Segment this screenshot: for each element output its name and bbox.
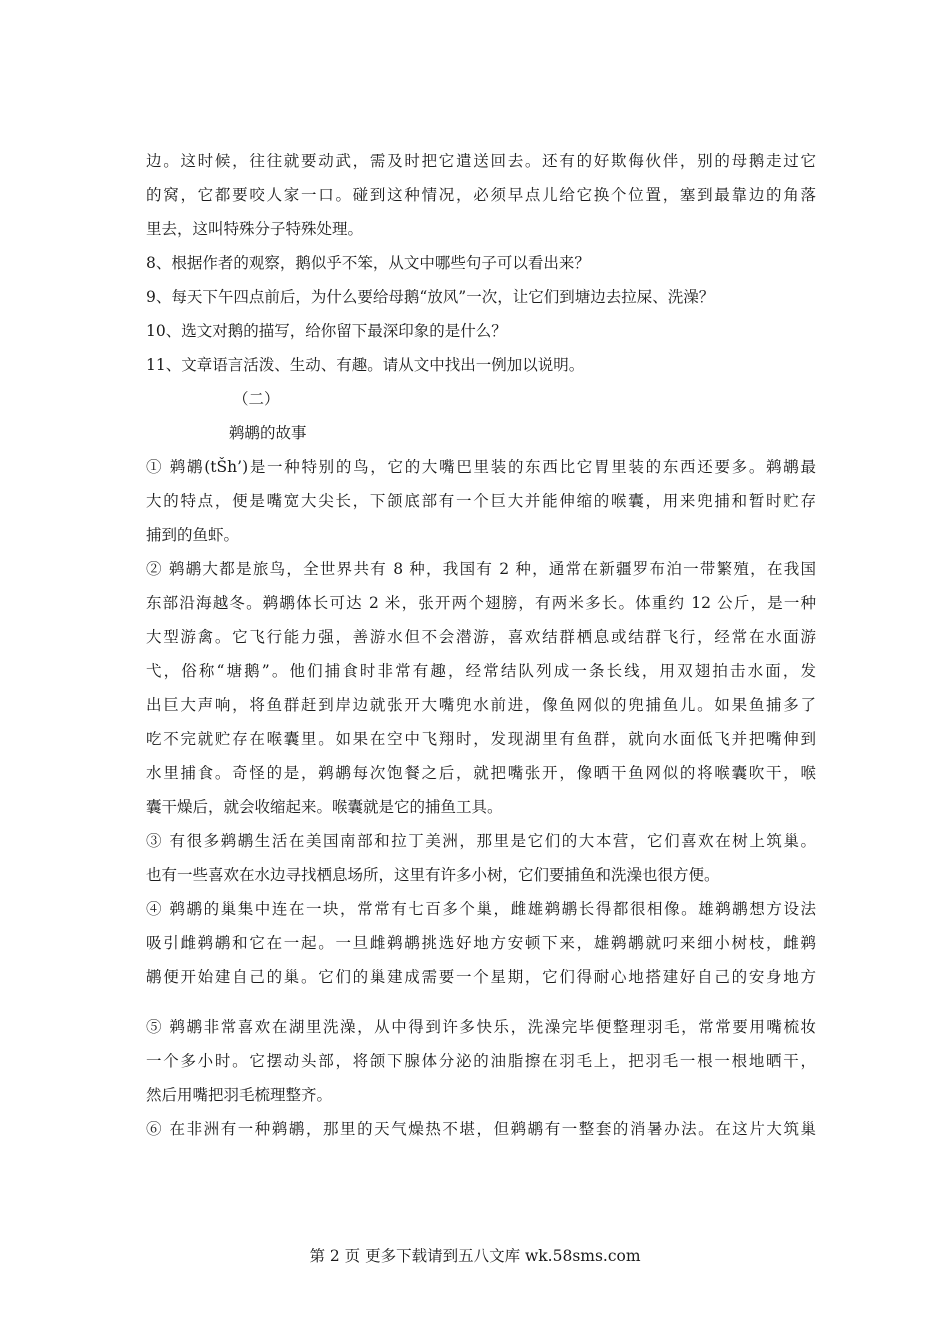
- paragraph-line: ⑤ 鹈鹕非常喜欢在湖里洗澡，从中得到许多快乐，洗澡完毕便整理羽毛，常常要用嘴梳妆: [146, 1018, 816, 1036]
- question-8: 8、根据作者的观察，鹅似乎不笨，从文中哪些句子可以看出来？: [146, 254, 590, 272]
- paragraph-line: 然后用嘴把羽毛梳理整齐。: [146, 1086, 333, 1104]
- page-footer: 第 2 页 更多下载请到五八文库 wk.58sms.com: [309, 1247, 641, 1265]
- paragraph-line: ⑥ 在非洲有一种鹈鹕，那里的天气燥热不堪，但鹈鹕有一整套的消暑办法。在这片大筑巢: [146, 1120, 816, 1138]
- paragraph-line: 大型游禽。它飞行能力强，善游水但不会潜游，喜欢结群栖息或结群飞行，经常在水面游: [146, 628, 816, 646]
- paragraph-line: 吃不完就贮存在喉囊里。如果在空中飞翔时，发现湖里有鱼群，就向水面低飞并把嘴伸到: [146, 730, 816, 748]
- article-title: 鹈鹕的故事: [229, 424, 307, 442]
- paragraph-line: 一个多小时。它摆动头部，将颌下腺体分泌的油脂擦在羽毛上，把羽毛一根一根地晒干，: [146, 1052, 816, 1070]
- paragraph-line: 边。这时候，往往就要动武，需及时把它遣送回去。还有的好欺侮伙伴，别的母鹅走过它: [146, 152, 816, 170]
- paragraph-line: 囊干燥后，就会收缩起来。喉囊就是它的捕鱼工具。: [146, 798, 503, 816]
- paragraph-line: 里去，这叫特殊分子特殊处理。: [146, 220, 364, 238]
- paragraph-line: 东部沿海越冬。鹈鹕体长可达 2 米，张开两个翅膀，有两米多长。体重约 12 公斤，是一种: [146, 594, 816, 612]
- paragraph-line: ① 鹈鹕(tŠh’)是一种特别的鸟，它的大嘴巴里装的东西比它胃里装的东西还要多。鹈鹕最: [146, 458, 816, 476]
- paragraph-line: 水里捕食。奇怪的是，鹈鹕每次饱餐之后，就把嘴张开，像晒干鱼网似的将喉囊吹干，喉: [146, 764, 816, 782]
- question-11: 11、文章语言活泼、生动、有趣。请从文中找出一例加以说明。: [146, 356, 585, 374]
- paragraph-line: 大的特点，便是嘴宽大尖长，下颌底部有一个巨大并能伸缩的喉囊，用来兜捕和暂时贮存: [146, 492, 816, 510]
- paragraph-line: 的窝，它都要咬人家一口。碰到这种情况，必须早点儿给它换个位置，塞到最靠边的角落: [146, 186, 816, 204]
- question-10: 10、选文对鹅的描写，给你留下最深印象的是什么？: [146, 322, 507, 340]
- question-9: 9、每天下午四点前后，为什么要给母鹅“放风”一次，让它们到塘边去拉屎、洗澡？: [146, 288, 715, 306]
- section-number: （二）: [233, 390, 280, 408]
- paragraph-line: 鹕便开始建自己的巢。它们的巢建成需要一个星期，它们得耐心地搭建好自己的安身地方: [146, 968, 816, 986]
- paragraph-line: 也有一些喜欢在水边寻找栖息场所，这里有许多小树，它们要捕鱼和洗澡也很方便。: [146, 866, 720, 884]
- paragraph-line: ③ 有很多鹈鹕生活在美国南部和拉丁美洲，那里是它们的大本营，它们喜欢在树上筑巢。: [146, 832, 816, 850]
- document-body: [146, 148, 816, 1142]
- paragraph-line: 捕到的鱼虾。: [146, 526, 240, 544]
- paragraph-line: 吸引雌鹈鹕和它在一起。一旦雌鹈鹕挑选好地方安顿下来，雄鹈鹕就叼来细小树枝，雌鹈: [146, 934, 816, 952]
- paragraph-line: ④ 鹈鹕的巢集中连在一块，常常有七百多个巢，雌雄鹈鹕长得都很相像。雄鹈鹕想方设法: [146, 900, 816, 918]
- paragraph-line: ② 鹈鹕大都是旅鸟，全世界共有 8 种，我国有 2 种，通常在新疆罗布泊一带繁殖，在我国: [146, 560, 816, 578]
- paragraph-line: 出巨大声响，将鱼群赶到岸边就张开大嘴兜水前进，像鱼网似的兜捕鱼儿。如果鱼捕多了: [146, 696, 816, 714]
- paragraph-line: 弋，俗称“塘鹅”。他们捕食时非常有趣，经常结队列成一条长线，用双翅拍击水面，发: [146, 662, 816, 680]
